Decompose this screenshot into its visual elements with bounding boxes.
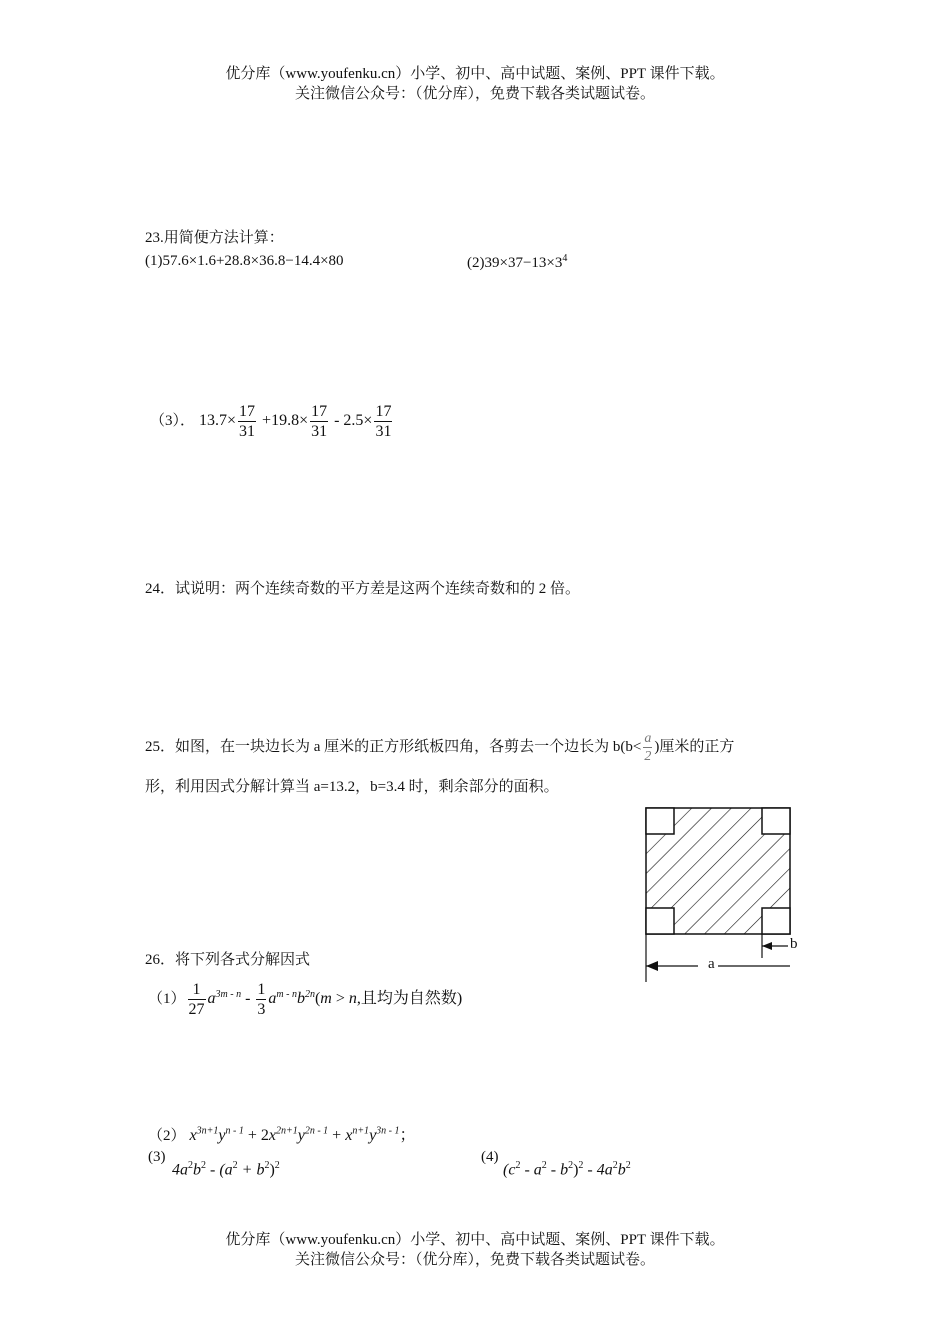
q26-part-2: （2） $x^{3n+1}y^{n - 1} + 2x^{2n+1}y^{2n - 1} + x^{n+1}y^{3n - 1}$； xyxy=(148,1125,416,1144)
corner-square-bottom-left xyxy=(646,908,674,934)
fraction-17-31-b: $\frac{17}{31}$ xyxy=(311,403,328,440)
q23-title: 23.用简便方法计算： xyxy=(145,230,284,246)
fraction-17-31-a: $\frac{17}{31}$ xyxy=(239,403,256,440)
q23-part-3-term-1: 13.7× xyxy=(199,412,237,430)
q25-line-2: 形，利用因式分解计算当 a=13.2，b=3.4 时，剩余部分的面积。 xyxy=(145,779,559,795)
footer-line-2: 关注微信公众号：（优分库），免费下载各类试题试卷。 xyxy=(294,1252,655,1268)
q26-part-3-expr: $4a^2b^2 - (a^2 + b^2)^2$ xyxy=(172,1160,280,1179)
corner-square-top-right xyxy=(762,808,790,834)
q23-part-3-term-3: - 2.5× xyxy=(334,412,373,430)
q23-part-2 xyxy=(467,253,567,272)
q25-line-1-end: )厘米的正方 xyxy=(654,738,735,755)
q23-part-3-term-2: +19.8× xyxy=(262,412,309,430)
fraction-a-over-2: $\frac{a}{2}$ xyxy=(644,731,652,764)
q23-part-2-base: (2)39×37−13×3 xyxy=(467,255,563,271)
q25-line-1 xyxy=(145,730,734,765)
arrow-a-icon xyxy=(646,961,658,971)
q26-title: 26．将下列各式分解因式 xyxy=(145,952,311,968)
q23-part-1: (1)57.6×1.6+28.8×36.8−14.4×80 xyxy=(145,253,344,269)
label-a: a xyxy=(708,956,715,972)
q25-line-1-start: 25．如图，在一块边长为 a 厘米的正方形纸板四角，各剪去一个边长为 b(b< xyxy=(145,738,642,755)
q23-part-2-exp: 4 xyxy=(562,253,568,264)
arrow-b-icon xyxy=(762,942,772,950)
fraction-1-over-27: $\frac{1}{27}$ xyxy=(188,981,205,1018)
fraction-17-31-c: $\frac{17}{31}$ xyxy=(375,403,392,440)
corner-square-top-left xyxy=(646,808,674,834)
corner-square-bottom-right xyxy=(762,908,790,934)
q23-part-3-label: （3）． xyxy=(150,413,196,430)
q26-part-4-label: (4) xyxy=(481,1149,499,1165)
q26-part-2-label: （2） xyxy=(148,1128,186,1144)
q24-text: 24．试说明：两个连续奇数的平方差是这两个连续奇数和的 2 倍。 xyxy=(145,581,581,597)
q26-part-4-expr: $(c^2 - a^2 - b^2)^2 - 4a^2b^2$ xyxy=(503,1160,631,1179)
header-line-1: 优分库（www.youfenku.cn）小学、初中、高中试题、案例、PPT 课件下载。 xyxy=(225,66,725,82)
square-cut-corners-figure xyxy=(640,800,800,990)
q26-part-3-label: (3) xyxy=(148,1149,166,1165)
fraction-1-over-3: $\frac{1}{3}$ xyxy=(257,981,266,1018)
q26-part-1-label: （1） xyxy=(148,991,186,1008)
q26-part-1: （1） $\frac{1}{27}$ $a^{3m - n}$ - $\frac{1}{3}$ $a^{m - n}b^{2n}(m > n$,且均为自然数) xyxy=(148,981,463,1018)
label-b: b xyxy=(790,936,798,952)
q23-part-3 xyxy=(150,402,394,441)
header-line-2: 关注微信公众号：（优分库），免费下载各类试题试卷。 xyxy=(294,86,655,102)
footer-line-1: 优分库（www.youfenku.cn）小学、初中、高中试题、案例、PPT 课件下载。 xyxy=(225,1232,725,1248)
